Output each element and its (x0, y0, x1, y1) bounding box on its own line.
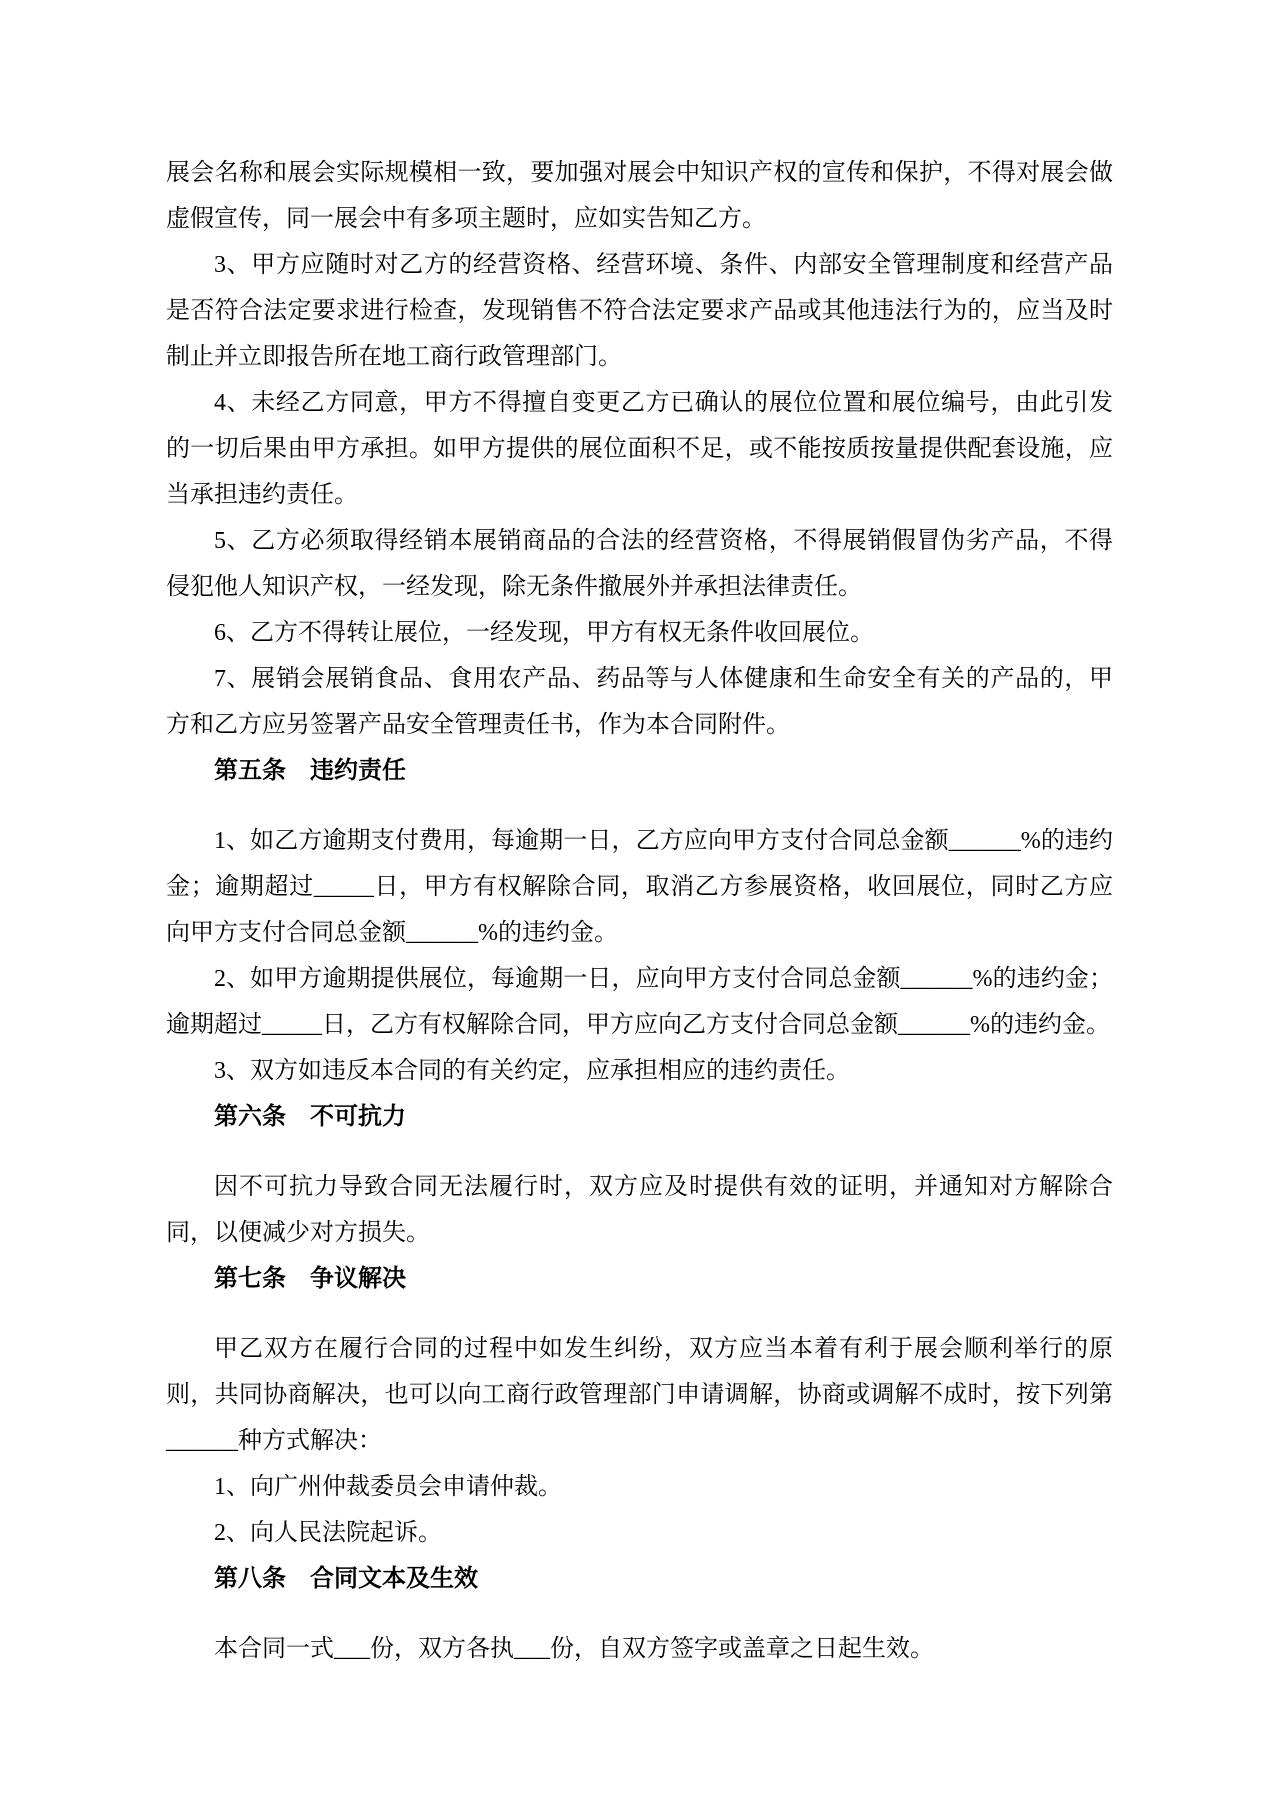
clause-4-item-6: 6、乙方不得转让展位，一经发现，甲方有权无条件收回展位。 (214, 620, 874, 646)
section-heading-article-8: 第八条 合同文本及生效 (214, 1566, 478, 1592)
clause-7-body: 甲乙双方在履行合同的过程中如发生纠纷，双方应当本着有利于展会顺利举行的原则，共同协商解决，也可以向工商行政管理部门申请调解，协商或调解不成时，按下列第______种方式解决： (166, 1336, 1113, 1454)
clause-5-item-3: 3、双方如违反本合同的有关约定，应承担相应的违约责任。 (214, 1058, 850, 1084)
clause-5-item-2: 2、如甲方逾期提供展位，每逾期一日，应向甲方支付合同总金额______%的违约金；逾期超过_____日，乙方有权解除合同，甲方应向乙方支付合同总金额______%的违约金。 (166, 966, 1113, 1038)
clause-7-option-2: 2、向人民法院起诉。 (214, 1520, 442, 1546)
clause-4-item-4: 4、未经乙方同意，甲方不得擅自变更乙方已确认的展位位置和展位编号，由此引发的一切后果由甲方承担。如甲方提供的展位面积不足，或不能按质按量提供配套设施，应当承担违约责任。 (166, 390, 1113, 508)
section-heading-article-6: 第六条 不可抗力 (214, 1104, 406, 1130)
clause-4-item-5: 5、乙方必须取得经销本展销商品的合法的经营资格，不得展销假冒伪劣产品，不得侵犯他人知识产权，一经发现，除无条件撤展外并承担法律责任。 (166, 528, 1113, 600)
clause-4-item-3: 3、甲方应随时对乙方的经营资格、经营环境、条件、内部安全管理制度和经营产品是否符合法定要求进行检查，发现销售不符合法定要求产品或其他违法行为的，应当及时制止并立即报告所在地工商行政管理部门。 (166, 252, 1113, 370)
clause-6-body: 因不可抗力导致合同无法履行时，双方应及时提供有效的证明，并通知对方解除合同，以便减少对方损失。 (166, 1174, 1113, 1246)
paragraph-continuation: 展会名称和展会实际规模相一致，要加强对展会中知识产权的宣传和保护，不得对展会做虚假宣传，同一展会中有多项主题时，应如实告知乙方。 (166, 160, 1113, 232)
section-heading-article-5: 第五条 违约责任 (214, 758, 406, 784)
clause-8-body: 本合同一式___份，双方各执___份，自双方签字或盖章之日起生效。 (214, 1636, 934, 1662)
section-heading-article-7: 第七条 争议解决 (214, 1266, 406, 1292)
clause-7-option-1: 1、向广州仲裁委员会申请仲裁。 (214, 1474, 562, 1500)
clause-5-item-1: 1、如乙方逾期支付费用，每逾期一日，乙方应向甲方支付合同总金额______%的违约金；逾期超过_____日，甲方有权解除合同，取消乙方参展资格，收回展位，同时乙方应向甲方支付合同总金额______%的违约金。 (166, 828, 1113, 946)
clause-4-item-7: 7、展销会展销食品、食用农产品、药品等与人体健康和生命安全有关的产品的，甲方和乙方应另签署产品安全管理责任书，作为本合同附件。 (166, 666, 1113, 738)
